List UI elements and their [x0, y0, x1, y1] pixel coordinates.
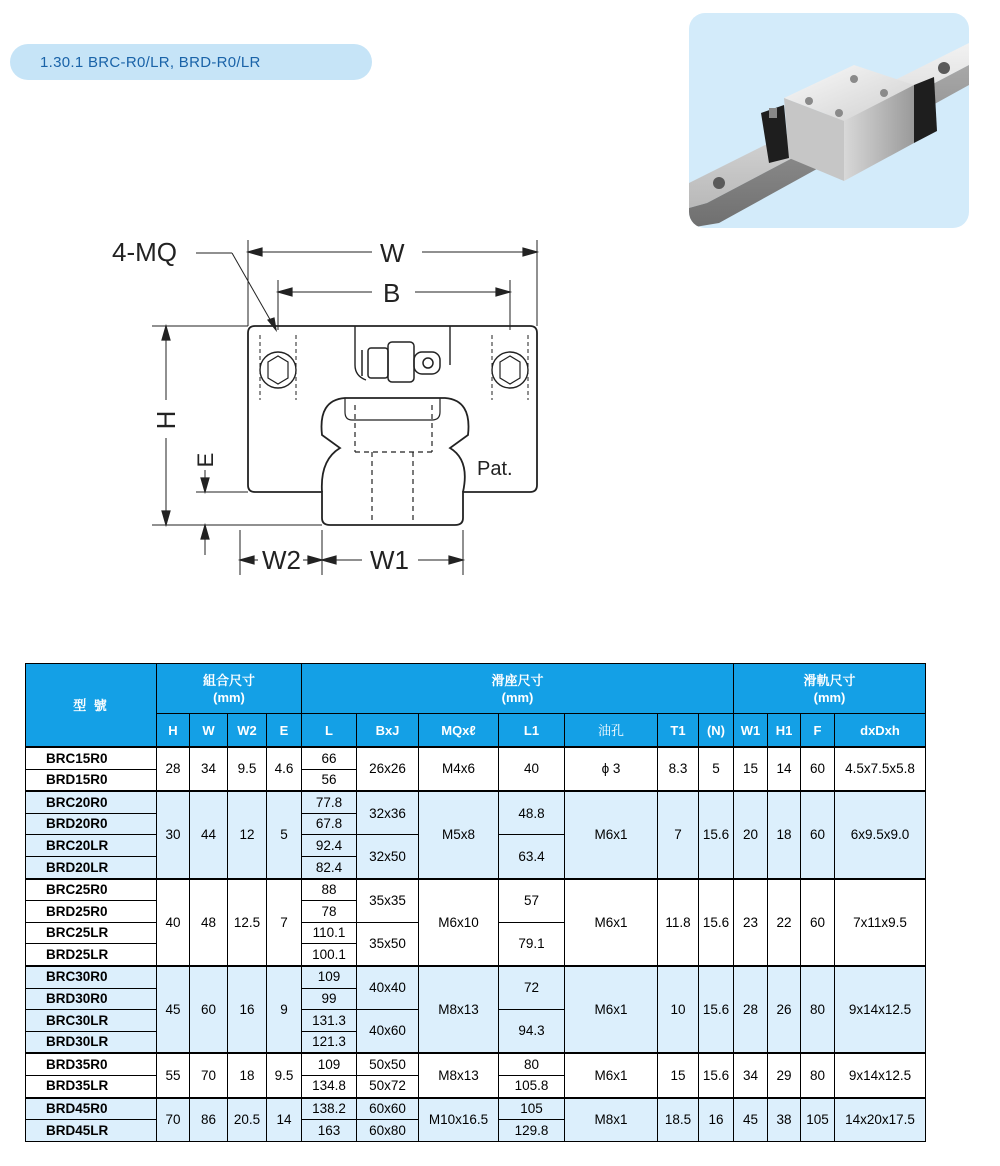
cell-ddh: 9x14x12.5 — [835, 966, 926, 1053]
cell-w2: 12.5 — [228, 879, 267, 966]
cell-oil: M6x1 — [565, 966, 658, 1053]
label-pat: Pat. — [477, 458, 513, 480]
cell-l: 92.4 — [302, 835, 357, 857]
header-combined-title: 組合尺寸 — [202, 672, 255, 688]
cell-ddh: 7x11x9.5 — [835, 879, 926, 966]
header-combined-unit: (mm) — [213, 689, 245, 705]
cell-f: 105 — [801, 1098, 835, 1142]
cell-l: 56 — [302, 769, 357, 791]
table-row — [26, 1053, 926, 1075]
cell-n: 15.6 — [699, 966, 734, 1053]
model-cell: BRD30LR — [26, 1031, 157, 1053]
model-cell: BRD20LR — [26, 856, 157, 878]
cell-t1: 11.8 — [658, 879, 699, 966]
cell-h: 30 — [157, 791, 190, 878]
grease-nipple — [362, 342, 440, 382]
section-title-text: 1.30.1 BRC-R0/LR, BRD-R0/LR — [40, 53, 261, 71]
cell-h1: 18 — [768, 791, 801, 878]
model-cell: BRD20R0 — [26, 813, 157, 835]
cell-n: 15.6 — [699, 879, 734, 966]
cell-mq: M4x6 — [419, 747, 499, 791]
block-outline — [248, 326, 537, 525]
col-header: H — [157, 714, 190, 748]
cell-bxj: 35x50 — [357, 922, 419, 966]
model-cell: BRC25R0 — [26, 879, 157, 901]
label-4mq: 4-MQ — [112, 237, 177, 267]
cell-e: 7 — [267, 879, 302, 966]
header-block-unit: (mm) — [501, 689, 534, 705]
cell-e: 9.5 — [267, 1053, 302, 1097]
header-block-title: 滑座尺寸 — [491, 672, 544, 688]
cell-h: 55 — [157, 1053, 190, 1097]
cell-l: 121.3 — [302, 1031, 357, 1053]
cell-e: 5 — [267, 791, 302, 878]
cell-bxj: 40x40 — [357, 966, 419, 1010]
cell-l1: 72 — [499, 966, 565, 1010]
cell-n: 5 — [699, 747, 734, 791]
cell-w: 48 — [190, 879, 228, 966]
rail-hole — [938, 62, 950, 74]
cell-f: 80 — [801, 1053, 835, 1097]
cell-bxj: 32x36 — [357, 791, 419, 835]
model-cell: BRC20LR — [26, 835, 157, 857]
mount-hole — [850, 75, 858, 83]
model-cell: BRC30LR — [26, 1010, 157, 1032]
cell-h1: 38 — [768, 1098, 801, 1142]
model-cell: BRD35R0 — [26, 1053, 157, 1075]
cell-ddh: 6x9.5x9.0 — [835, 791, 926, 878]
cell-l: 100.1 — [302, 944, 357, 966]
cell-h1: 14 — [768, 747, 801, 791]
cell-w: 70 — [190, 1053, 228, 1097]
cell-l: 78 — [302, 901, 357, 923]
cell-w1: 34 — [734, 1053, 768, 1097]
cell-t1: 8.3 — [658, 747, 699, 791]
cell-l1: 105.8 — [499, 1075, 565, 1097]
cell-l: 109 — [302, 1053, 357, 1075]
section-title — [10, 44, 372, 80]
rail-profile — [321, 398, 468, 492]
cell-bxj: 60x60 — [357, 1098, 419, 1120]
col-header: (N) — [699, 714, 734, 748]
cell-l1: 80 — [499, 1053, 565, 1075]
cell-f: 80 — [801, 966, 835, 1053]
mount-hole — [805, 97, 813, 105]
cell-ddh: 14x20x17.5 — [835, 1098, 926, 1142]
model-cell: BRD35LR — [26, 1075, 157, 1097]
cell-t1: 7 — [658, 791, 699, 878]
col-header: L — [302, 714, 357, 748]
header-block — [302, 664, 734, 714]
spec-table — [25, 663, 926, 1142]
cell-l: 77.8 — [302, 791, 357, 813]
label-e: E — [193, 452, 218, 468]
cell-h: 28 — [157, 747, 190, 791]
cell-mq: M8x13 — [419, 1053, 499, 1097]
cell-l: 110.1 — [302, 922, 357, 944]
cell-bxj: 32x50 — [357, 835, 419, 879]
cell-ddh: 4.5x7.5x5.8 — [835, 747, 926, 791]
cell-l: 67.8 — [302, 813, 357, 835]
model-cell: BRC25LR — [26, 922, 157, 944]
label-h: H — [151, 410, 181, 430]
cell-h1: 22 — [768, 879, 801, 966]
cell-l: 88 — [302, 879, 357, 901]
col-header: W — [190, 714, 228, 748]
table-row — [26, 791, 926, 813]
cell-n: 15.6 — [699, 791, 734, 878]
cell-w2: 9.5 — [228, 747, 267, 791]
col-header-oil-hole: 油孔 — [565, 714, 658, 748]
cell-w1: 15 — [734, 747, 768, 791]
model-cell: BRD45R0 — [26, 1098, 157, 1120]
cell-bxj: 40x60 — [357, 1010, 419, 1054]
table-row — [26, 747, 926, 769]
cell-l: 134.8 — [302, 1075, 357, 1097]
bolt-hole-left — [260, 352, 296, 388]
cell-bxj: 26x26 — [357, 747, 419, 791]
header-rail-unit: (mm) — [813, 689, 846, 705]
cell-l: 131.3 — [302, 1010, 357, 1032]
cell-t1: 10 — [658, 966, 699, 1053]
cell-bxj: 50x50 — [357, 1053, 419, 1075]
model-cell: BRD25LR — [26, 944, 157, 966]
label-w: W — [380, 238, 405, 268]
cell-h: 40 — [157, 879, 190, 966]
cell-n: 15.6 — [699, 1053, 734, 1097]
cell-l: 82.4 — [302, 856, 357, 878]
cell-w1: 23 — [734, 879, 768, 966]
cell-w: 86 — [190, 1098, 228, 1142]
cell-w1: 45 — [734, 1098, 768, 1142]
cell-l1: 105 — [499, 1098, 565, 1120]
cell-w: 34 — [190, 747, 228, 791]
model-cell: BRD30R0 — [26, 988, 157, 1010]
cell-w2: 20.5 — [228, 1098, 267, 1142]
cell-oil: M6x1 — [565, 1053, 658, 1097]
cell-f: 60 — [801, 879, 835, 966]
header-model: 型 號 — [26, 664, 157, 748]
cell-l: 138.2 — [302, 1098, 357, 1120]
cell-l1: 40 — [499, 747, 565, 791]
cell-e: 14 — [267, 1098, 302, 1142]
cell-oil: M6x1 — [565, 879, 658, 966]
cell-w: 44 — [190, 791, 228, 878]
col-header: W2 — [228, 714, 267, 748]
cell-h1: 29 — [768, 1053, 801, 1097]
cell-h: 70 — [157, 1098, 190, 1142]
col-header: H1 — [768, 714, 801, 748]
col-header: F — [801, 714, 835, 748]
header-rail-title: 滑軌尺寸 — [803, 672, 856, 688]
cell-l1: 79.1 — [499, 922, 565, 966]
cell-h: 45 — [157, 966, 190, 1053]
cell-h1: 26 — [768, 966, 801, 1053]
cell-bxj: 35x35 — [357, 879, 419, 923]
table-row — [26, 1098, 926, 1120]
col-header: W1 — [734, 714, 768, 748]
cell-ddh: 9x14x12.5 — [835, 1053, 926, 1097]
cell-e: 9 — [267, 966, 302, 1053]
cell-bxj: 50x72 — [357, 1075, 419, 1097]
cell-n: 16 — [699, 1098, 734, 1142]
cell-mq: M6x10 — [419, 879, 499, 966]
mount-hole — [880, 89, 888, 97]
cell-l: 109 — [302, 966, 357, 988]
cell-mq: M8x13 — [419, 966, 499, 1053]
cell-mq: M10x16.5 — [419, 1098, 499, 1142]
model-cell: BRC30R0 — [26, 966, 157, 988]
cell-l1: 48.8 — [499, 791, 565, 835]
header-combined — [157, 664, 302, 714]
cell-e: 4.6 — [267, 747, 302, 791]
header-rail — [734, 664, 926, 714]
table-row — [26, 879, 926, 901]
cell-t1: 15 — [658, 1053, 699, 1097]
cell-w: 60 — [190, 966, 228, 1053]
cell-l1: 129.8 — [499, 1120, 565, 1142]
cell-bxj: 60x80 — [357, 1120, 419, 1142]
cell-l: 66 — [302, 747, 357, 769]
label-b: B — [383, 278, 401, 308]
cell-l: 99 — [302, 988, 357, 1010]
model-cell: BRC20R0 — [26, 791, 157, 813]
product-photo — [689, 13, 969, 228]
col-header: dxDxh — [835, 714, 926, 748]
label-w2: W2 — [262, 545, 301, 575]
cell-l1: 57 — [499, 879, 565, 923]
cell-w1: 20 — [734, 791, 768, 878]
col-header: BxJ — [357, 714, 419, 748]
col-header: E — [267, 714, 302, 748]
grease-nipple — [769, 108, 777, 118]
cell-mq: M5x8 — [419, 791, 499, 878]
cell-f: 60 — [801, 791, 835, 878]
rail-hole — [713, 177, 725, 189]
model-cell: BRD25R0 — [26, 901, 157, 923]
cell-oil: M8x1 — [565, 1098, 658, 1142]
linear-guide-illustration — [689, 13, 969, 228]
cell-l: 163 — [302, 1120, 357, 1142]
model-cell: BRD45LR — [26, 1120, 157, 1142]
cell-w1: 28 — [734, 966, 768, 1053]
model-cell: BRC15R0 — [26, 747, 157, 769]
model-cell: BRD15R0 — [26, 769, 157, 791]
col-header: L1 — [499, 714, 565, 748]
bolt-hole-right — [492, 352, 528, 388]
col-header: MQxℓ — [419, 714, 499, 748]
cross-section-drawing — [0, 230, 620, 590]
cell-w2: 16 — [228, 966, 267, 1053]
cell-w2: 18 — [228, 1053, 267, 1097]
label-w1: W1 — [370, 545, 409, 575]
cell-oil: M6x1 — [565, 791, 658, 878]
cell-l1: 94.3 — [499, 1010, 565, 1054]
col-header: T1 — [658, 714, 699, 748]
end-seal-back — [914, 77, 937, 143]
cell-w2: 12 — [228, 791, 267, 878]
cell-f: 60 — [801, 747, 835, 791]
cell-oil: ϕ 3 — [565, 747, 658, 791]
mount-hole — [835, 109, 843, 117]
cell-t1: 18.5 — [658, 1098, 699, 1142]
cell-l1: 63.4 — [499, 835, 565, 879]
table-row — [26, 966, 926, 988]
